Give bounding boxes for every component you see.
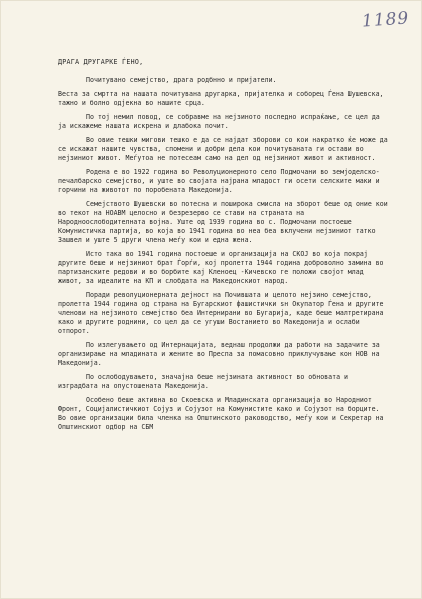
paragraph: Веста за смртта на нашата почитувана другарка, пријателка и соборец Ѓена Шушевска, тажно и болно одјекна во нашите срца. <box>58 90 384 107</box>
paragraph: Родена е во 1922 година во Револуционерното село Подмочани во земјоделско-печалбарско семејство, и уште во својата најрана младост ги осети селските маки и горчини на животот по поробената Македонија. <box>58 168 380 194</box>
paragraph: По ослободувањето, значајна беше нејзината активност во обновата и изградбата на опустошената Македонија. <box>58 373 349 390</box>
paragraph: Поради револуционерната дејност на Почившата и целото нејзино семејство, пролетта 1944 година од страна на Бугарскиот фашистички ѕн Окупатор Ѓена и другите членови на нејзиното семејство беа Интернирани во Бугарија, каде беше малтретирана како и другите роднини, со цел да се угуши Востанието во Македонија и ослаби отпорот. <box>58 291 384 335</box>
paragraph: По излегувањето од Интернацијата, веднаш продолжи да работи на задачите за организирање на младината и жените во Преспа за помасовно приклучување кон НОВ на Македонија. <box>58 341 380 367</box>
letter-body <box>58 58 388 437</box>
paragraph: Семејството Шушевски во потесна и поширока смисла на зборот беше од оние кои во текот на НОАВМ целосно и безрезерво се стави на страната на Народноослободителната војна. Уште од 1939 година во с. Подмочани постоеше Комунистичка партија, во која во 1941 година во неа беа вклучени нејзиниот татко Зашвел и уште 5 други члена меѓу кои и една жена. <box>58 200 388 244</box>
letter-salutation: ДРАГА ДРУГАРКЕ ЃЕНО, <box>58 58 144 66</box>
paragraph: По тој немил повод, се собравме на нејзиното последно испраќање, се цел да ја искажеме нашата искрена и длабока почит. <box>58 113 380 130</box>
archive-number: 1189 <box>361 8 410 32</box>
paragraph: Особено беше активна во Скоевска и Младинската организација во Народниот Фронт, Социјалистичкиот Сојуз и Сојузот на Комунистите како и Сојузот на борците. Во овие организации била членка на Општинското раководство, меѓу кои и Секретар на Општинскиот одбор на СБМ <box>58 396 384 431</box>
paragraph: Исто така во 1941 година постоеше и организација на СКОЈ во која покрај другите беше и нејзиниот брат Ѓорѓи, кој пролетта 1944 година доброволно замина во партизанските редови и во борбите кај Кленоец -Кичевско ге положи својот млад живот, за идеалите на КП и слобдата на Македонскиот народ. <box>58 250 384 285</box>
paragraph: Во овие тешки мигови тешко е да се најдат зборови со кои накратко ќе може да се искажат нашите чувства, спомени и добри дела кои почитуваната ги остави во нејзиниот живот. Меѓутоа не потесеам само на дел од нејзиниот живот и активност. <box>58 136 388 162</box>
paragraph: Почитувано семејство, драга родбнно и пријатели. <box>86 76 277 84</box>
